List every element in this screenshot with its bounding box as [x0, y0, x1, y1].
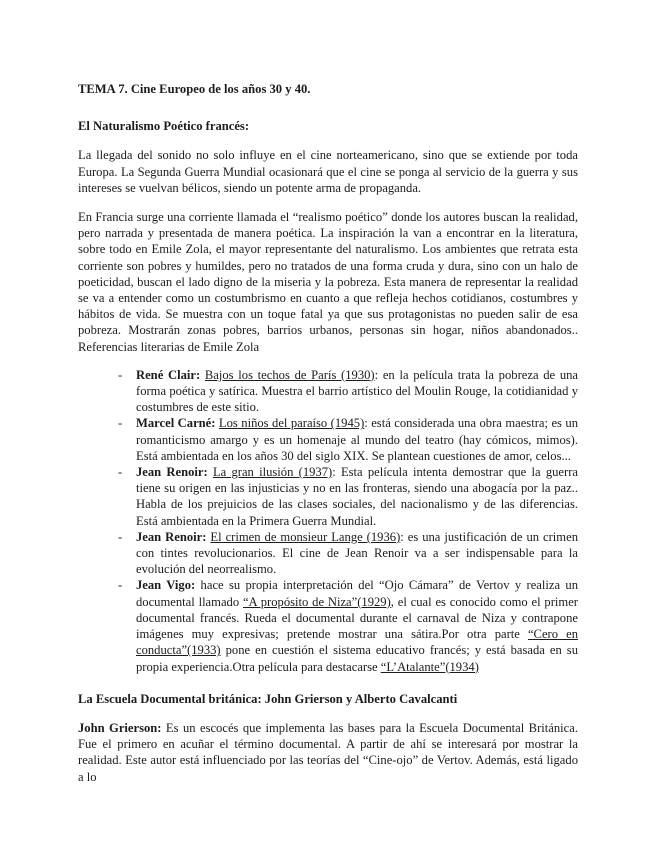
director-description: : en la película trata la pobreza de una forma poética y satírica. Muestra el barrio artístico del Moulin Rouge, la cotidianidad y costumbres de este sitio.	[136, 367, 579, 415]
director-description: : Esta película intenta demostrar que la guerra tiene su origen en las injusticias y no en las fronteras, siendo una abogacía por la paz.. Habla de los prejuicios de las clases sociales, del nacionalismo y de las diferencias. Está ambientada en la Primera Guerra Mundial.	[136, 465, 578, 528]
section-heading-documental-britanica: La Escuela Documental británica: John Grierson y Alberto Cavalcanti	[78, 691, 458, 706]
director-name: Jean Vigo:	[136, 578, 196, 593]
film-title: Bajos los techos de París (1930)	[204, 367, 375, 382]
list-dash: -	[118, 367, 123, 382]
list-item	[118, 464, 578, 529]
paragraph-text: Es un escocés que implementa las bases para la Escuela Documental Británica. Fue el primero en acuñar el término documental. A partir de ahí se interesará por mostrar la realidad. Este autor está influenciado por las teorías del “Cine-ojo” de Vertov. Además, está ligado a lo	[78, 720, 578, 784]
director-description: pone en cuestión el sistema educativo francés; y está basada en su propia experiencia.Otra película para destacarse	[136, 643, 578, 674]
paragraph-john-grierson	[78, 720, 578, 785]
film-title: “L’Atalante”(1934)	[380, 659, 479, 674]
paragraph-realismo-poetico: En Francia surge una corriente llamada el “realismo poético” donde los autores buscan la realidad, pero narrada y presentada de manera poética. La inspiración la van a encontrar en la literatura, sobre todo en Emile Zola, el mayor representante del naturalismo. Los ambientes que retrata esta corriente son pobres y humildes, pero no tratados de una forma cruda y dura, sino con un halo de poeticidad, buscan el lado digno de la miseria y la pobreza. Esta manera de representar la realidad se va a entender como un costumbrismo en cuanto a que refleja hechos cotidianos, costumbres y hábitos de vida. Se muestra con un toque fatal ya que sus protagonistas no pueden salir de esa pobreza. Mostrarán zonas pobres, barrios urbanos, personas sin hogar, niños abandonados.. Referencias literarias de Emile Zola	[78, 210, 578, 354]
list-dash: -	[118, 465, 123, 480]
director-name: Marcel Carné:	[136, 416, 216, 431]
list-item	[118, 529, 578, 578]
director-name: Jean Renoir:	[136, 529, 207, 544]
director-name: René Clair:	[136, 367, 201, 382]
list-dash: -	[118, 416, 123, 431]
film-title: El crimen de monsieur Lange (1936)	[210, 529, 401, 544]
paragraph-intro: La llegada del sonido no solo influye en el cine norteamericano, sino que se extiende por toda Europa. La Segunda Guerra Mundial ocasionará que el cine se ponga al servicio de la guerra y sus intereses se vuelvan bélicos, siendo un potente arma de propaganda.	[78, 148, 578, 195]
director-description: , el cual es conocido como el primer documental francés. Rueda el documental durante el carnaval de Niza y contrapone imágenes muy expresivas; pretende mostrar una sátira.Por otra parte	[136, 594, 578, 642]
list-item	[118, 415, 578, 464]
director-name: Jean Renoir:	[136, 465, 208, 480]
director-description: hace su propia interpretación del “Ojo Cámara” de Vertov y realiza un documental llamado	[136, 578, 578, 609]
list-item	[118, 577, 578, 674]
film-title: Los niños del paraíso (1945)	[218, 416, 365, 431]
person-name: John Grierson:	[78, 720, 162, 735]
director-description: : es una justificación de un crimen con tintes revolucionarios. El cine de Jean Renoir va a ser indispensable para la evolución del neorrealismo.	[136, 529, 578, 577]
director-description: : está considerada una obra maestra; es un romanticismo amargo y es un homenaje al mundo del teatro (hay cómicos, mimos). Está ambientada en los años 30 del siglo XIX. Se plantean cuestiones de amor, celos...	[136, 416, 578, 463]
film-title: “A propósito de Niza”(1929)	[242, 594, 391, 609]
list-dash: -	[118, 578, 123, 593]
list-dash: -	[118, 529, 123, 544]
director-list	[78, 367, 578, 675]
film-title: La gran ilusión (1937)	[212, 465, 333, 480]
section-heading-naturalismo: El Naturalismo Poético francés:	[78, 119, 250, 134]
film-title: “Cero en conducta”(1933)	[136, 627, 579, 658]
page-title: TEMA 7. Cine Europeo de los años 30 y 40.	[78, 82, 311, 96]
list-item	[118, 367, 578, 416]
